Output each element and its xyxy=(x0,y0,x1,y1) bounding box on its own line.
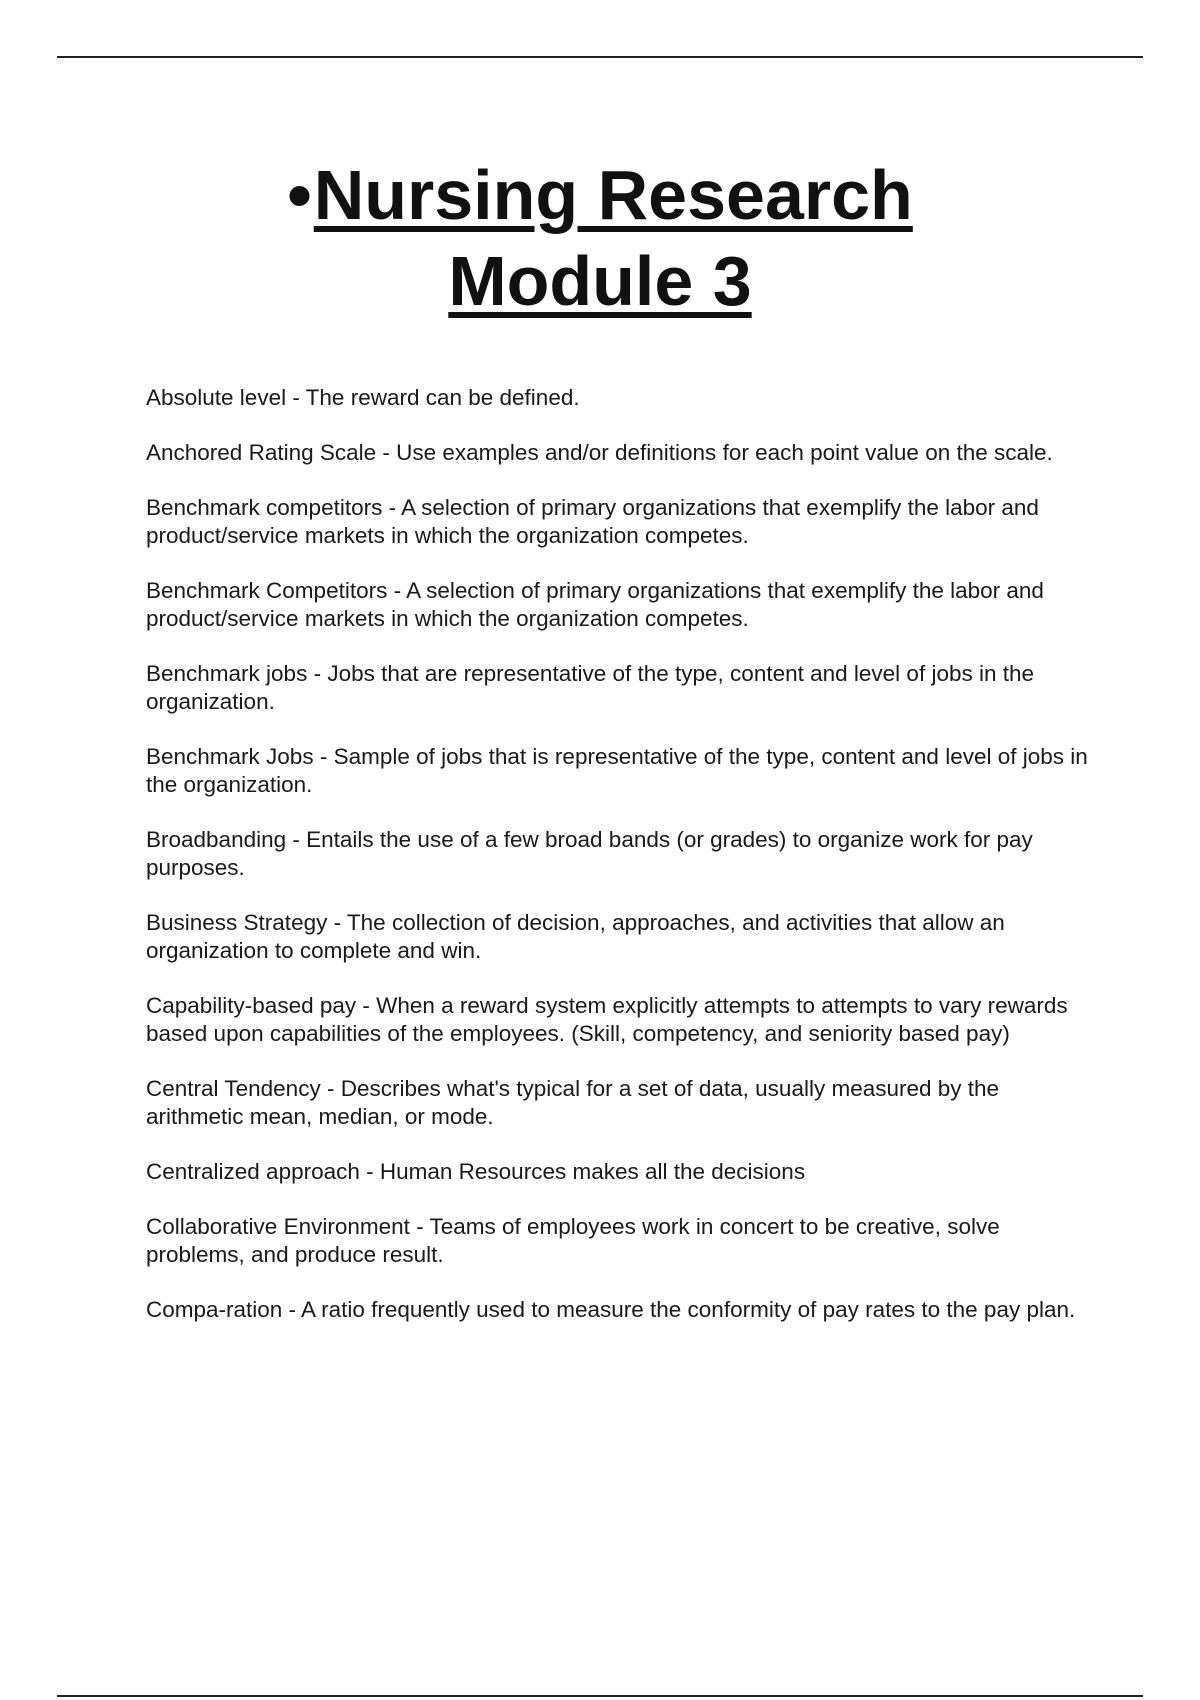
glossary-entry: Absolute level - The reward can be defined. xyxy=(146,385,580,410)
glossary-entry: Anchored Rating Scale - Use examples and/or definitions for each point value on the scale. xyxy=(146,440,1053,465)
title-text-1: Nursing Research xyxy=(313,156,913,234)
glossary-entry: Business Strategy - The collection of decision, approaches, and activities that allow an organization to complete and win. xyxy=(146,910,1005,963)
bullet-icon: • xyxy=(287,156,312,234)
title-line-1 xyxy=(0,152,1200,238)
glossary-entry: Broadbanding - Entails the use of a few broad bands (or grades) to organize work for pay purposes. xyxy=(146,827,1033,880)
glossary-entry: Benchmark Jobs - Sample of jobs that is representative of the type, content and level of jobs in the organization. xyxy=(146,744,1088,797)
glossary-entry: Capability-based pay - When a reward system explicitly attempts to attempts to vary rewards based upon capabilities of the employees. (Skill, competency, and seniority based pay) xyxy=(146,993,1068,1046)
glossary-entry: Benchmark jobs - Jobs that are representative of the type, content and level of jobs in the organization. xyxy=(146,661,1035,714)
glossary-entry: Central Tendency - Describes what's typical for a set of data, usually measured by the arithmetic mean, median, or mode. xyxy=(146,1076,1000,1129)
glossary-entry: Benchmark Competitors - A selection of primary organizations that exemplify the labor and product/service markets in which the organization competes. xyxy=(146,578,1044,631)
glossary-entry: Benchmark competitors - A selection of primary organizations that exemplify the labor and product/service markets in which the organization competes. xyxy=(146,495,1039,548)
glossary-list xyxy=(146,384,1096,1351)
top-rule xyxy=(57,56,1143,58)
bottom-rule xyxy=(57,1695,1143,1697)
title-line-2 xyxy=(0,238,1200,324)
page-title xyxy=(0,152,1200,324)
glossary-entry: Collaborative Environment - Teams of employees work in concert to be creative, solve problems, and produce result. xyxy=(146,1214,1000,1267)
title-text-2: Module 3 xyxy=(448,242,752,320)
glossary-entry: Compa-ration - A ratio frequently used to measure the conformity of pay rates to the pay plan. xyxy=(146,1297,1076,1322)
glossary-entry: Centralized approach - Human Resources makes all the decisions xyxy=(146,1159,806,1184)
